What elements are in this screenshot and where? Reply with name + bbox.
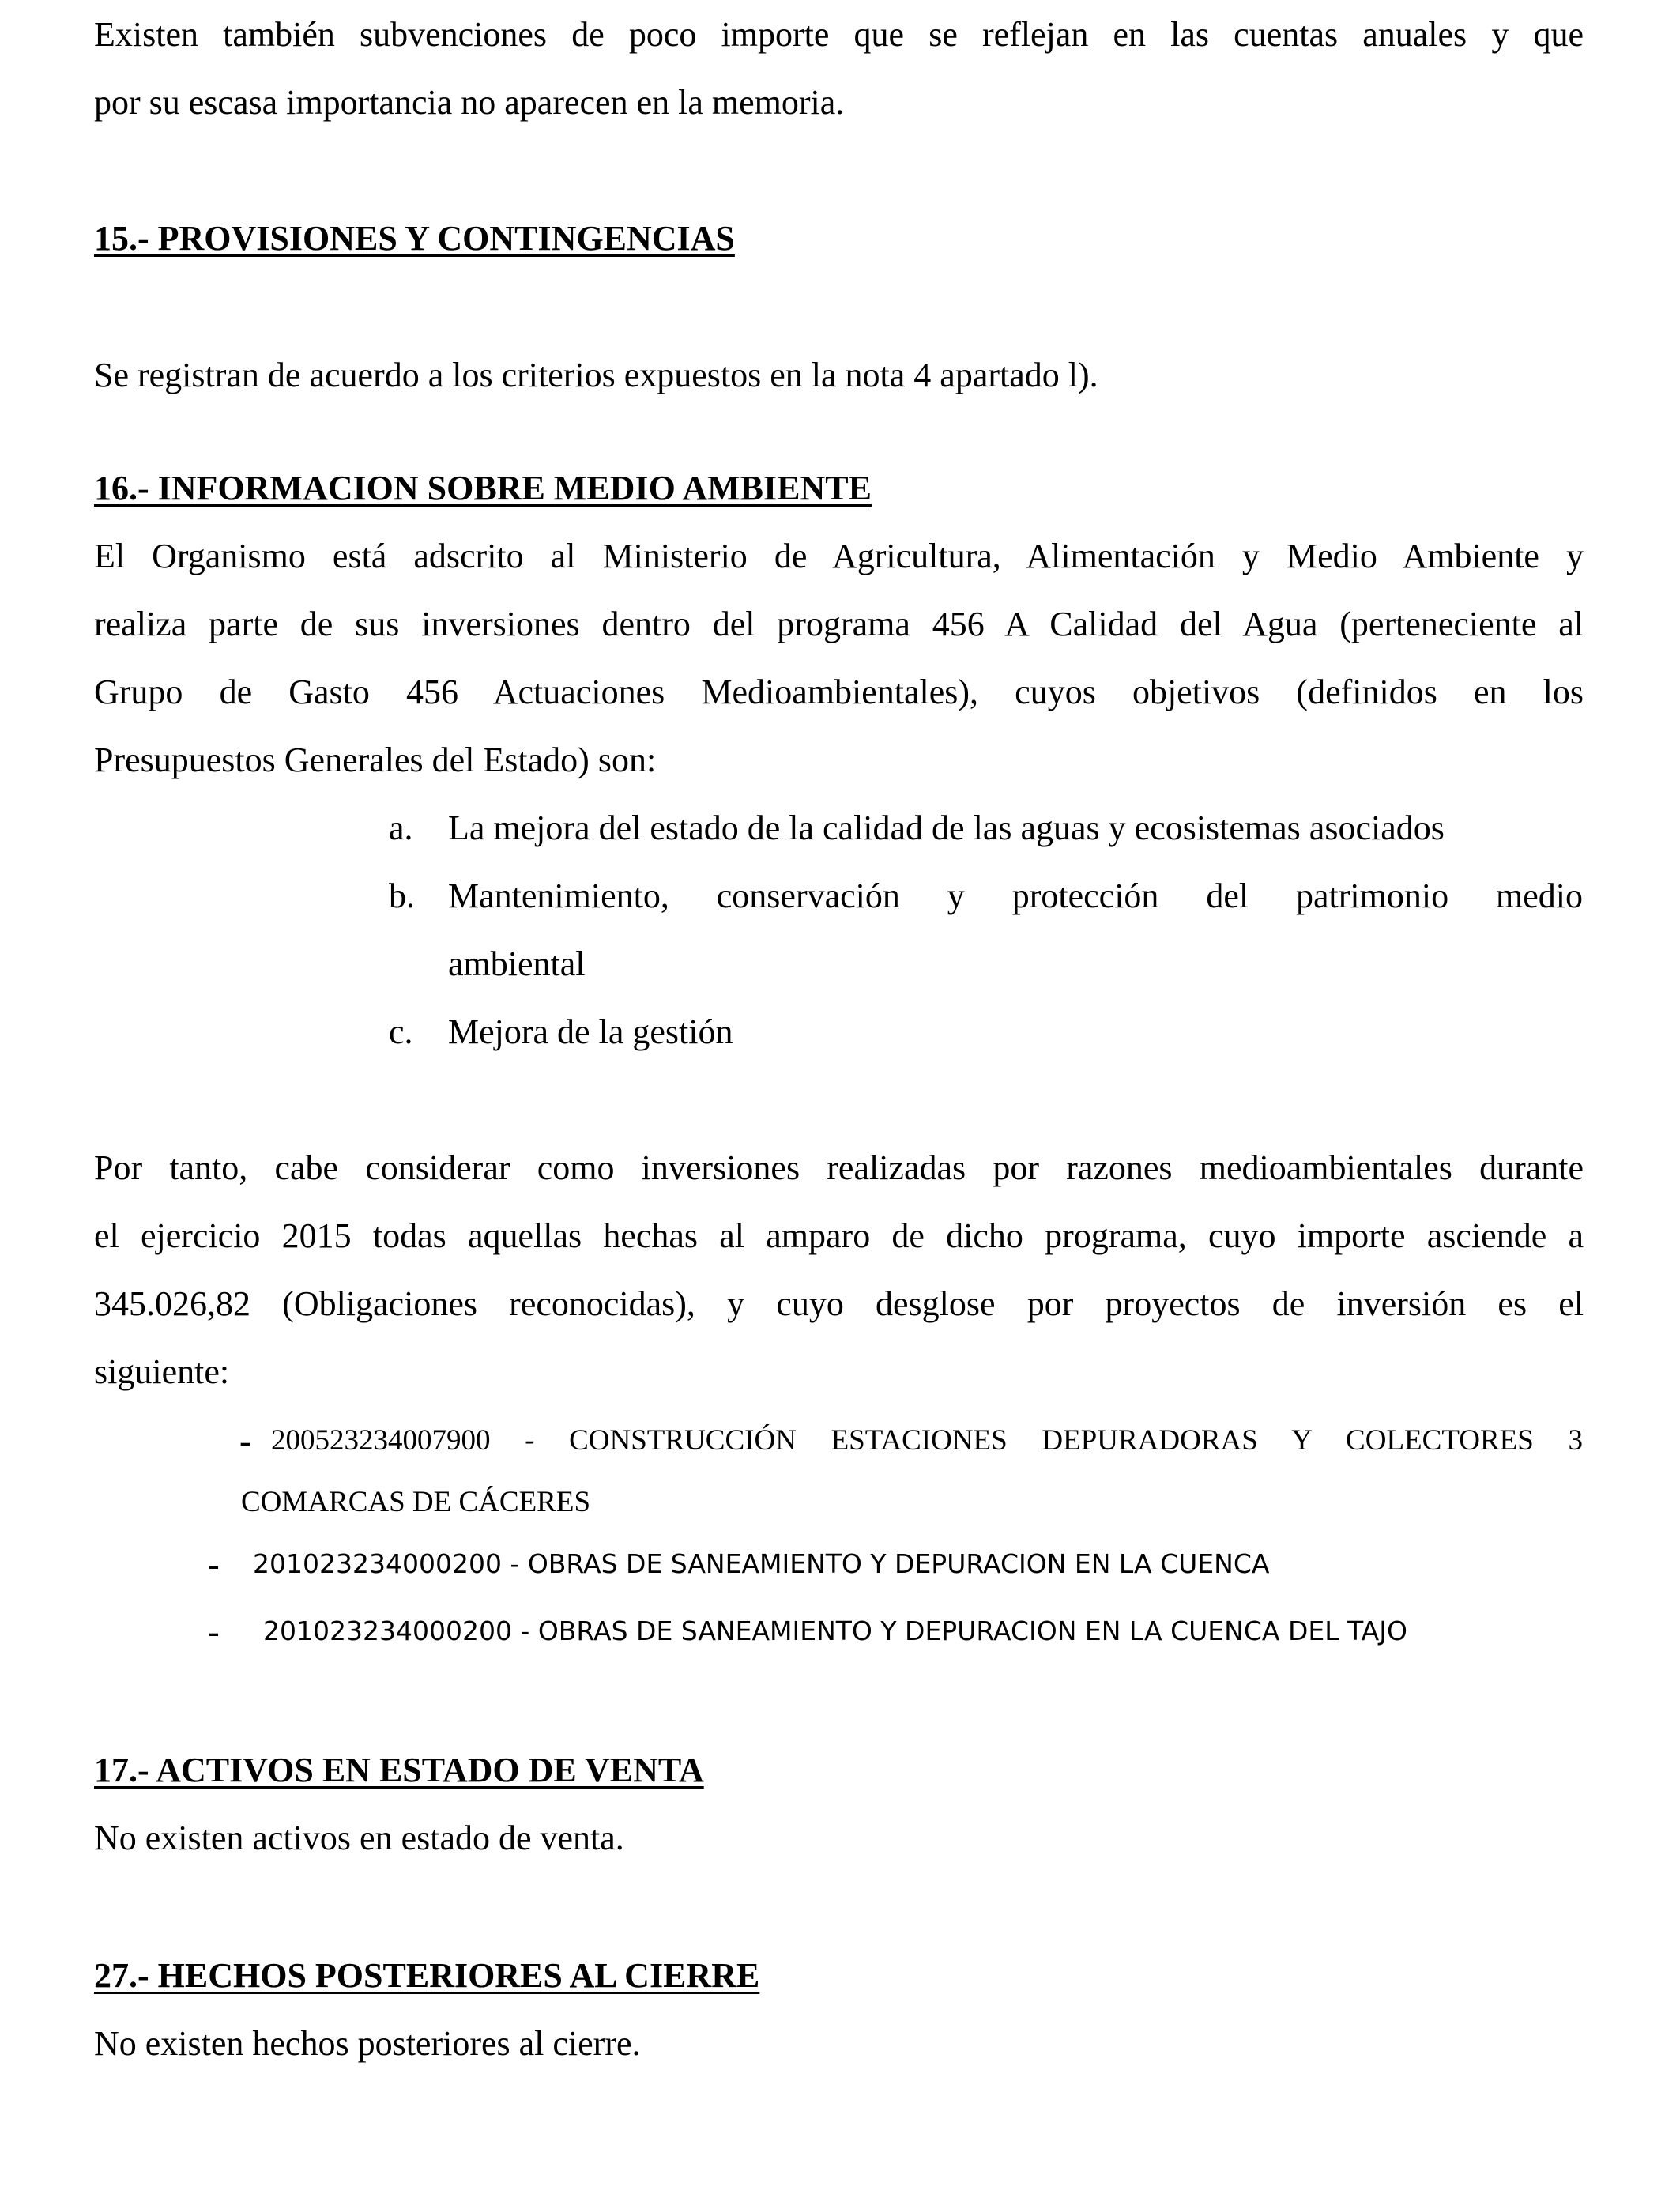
- objective-c-text: Mejora de la gestión: [448, 1012, 733, 1051]
- project-1-dash: -: [239, 1422, 251, 1461]
- project-3-text: 201023234000200 - OBRAS DE SANEAMIENTO Y DEPURACION EN LA CUENCA DEL TAJO: [263, 1615, 1407, 1646]
- project-1-line-1: 200523234007900 - CONSTRUCCIÓN ESTACIONES DEPURADORAS Y COLECTORES 3: [271, 1424, 1583, 1457]
- section-16-p2-line-4: siguiente:: [94, 1352, 230, 1391]
- section-16-p1-line-2: realiza parte de sus inversiones dentro del programa 456 A Calidad del Agua (perteneciente al: [94, 605, 1584, 643]
- project-2-text: 201023234000200 - OBRAS DE SANEAMIENTO Y DEPURACION EN LA CUENCA: [253, 1548, 1270, 1579]
- section-16-p1-line-3: Grupo de Gasto 456 Actuaciones Medioambientales), cuyos objetivos (definidos en los: [94, 673, 1584, 711]
- section-16-p2-line-1: Por tanto, cabe considerar como inversiones realizadas por razones medioambientales durante: [94, 1148, 1584, 1187]
- objective-b-text-continued: ambiental: [448, 944, 586, 983]
- objective-b-text: Mantenimiento, conservación y protección del patrimonio medio: [448, 876, 1583, 915]
- intro-line-2: por su escasa importancia no aparecen en la memoria.: [94, 83, 845, 122]
- objective-a-text: La mejora del estado de la calidad de las aguas y ecosistemas asociados: [448, 809, 1445, 847]
- section-16-p2-line-3: 345.026,82 (Obligaciones reconocidas), y cuyo desglose por proyectos de inversión es el: [94, 1284, 1584, 1323]
- section-15-title: 15.- PROVISIONES Y CONTINGENCIAS: [94, 219, 735, 258]
- section-16-p1-line-1: El Organismo está adscrito al Ministerio de Agricultura, Alimentación y Medio Ambiente y: [94, 537, 1584, 575]
- objective-a-letter: a.: [389, 809, 413, 847]
- section-16-title: 16.- INFORMACION SOBRE MEDIO AMBIENTE: [94, 469, 872, 507]
- project-1-line-2: COMARCAS DE CÁCERES: [241, 1486, 591, 1518]
- section-16-p2-line-2: el ejercicio 2015 todas aquellas hechas al amparo de dicho programa, cuyo importe asciende a: [94, 1216, 1584, 1255]
- project-3-dash: -: [208, 1612, 220, 1651]
- section-27-title: 27.- HECHOS POSTERIORES AL CIERRE: [94, 1956, 760, 1995]
- intro-line-1: Existen también subvenciones de poco importe que se reflejan en las cuentas anuales y que: [94, 15, 1584, 54]
- section-27-text: No existen hechos posteriores al cierre.: [94, 2024, 641, 2063]
- section-15-text: Se registran de acuerdo a los criterios expuestos en la nota 4 apartado l).: [94, 356, 1098, 394]
- objective-b-letter: b.: [389, 876, 415, 915]
- objective-c-letter: c.: [389, 1012, 413, 1051]
- project-2-dash: -: [208, 1545, 220, 1584]
- section-17-title: 17.- ACTIVOS EN ESTADO DE VENTA: [94, 1751, 704, 1789]
- section-17-text: No existen activos en estado de venta.: [94, 1819, 624, 1857]
- section-16-p1-line-4: Presupuestos Generales del Estado) son:: [94, 741, 657, 779]
